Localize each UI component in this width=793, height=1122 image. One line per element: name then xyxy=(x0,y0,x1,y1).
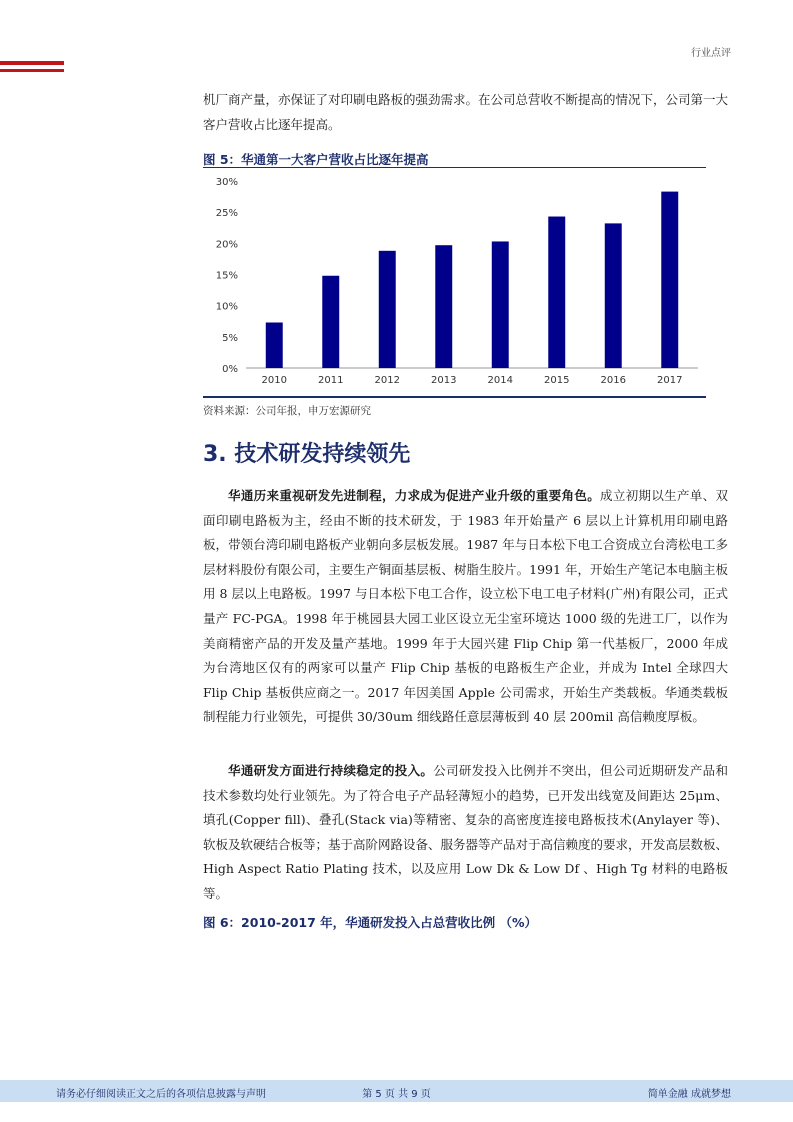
section3-paragraph-1-body: 成立初期以生产单、双面印刷电路板为主，经由不断的技术研发，于 1983 年开始量产 6 层以上计算机用印刷电路板，带领台湾印刷电路板产业朝向多层板发展。1987 年与日本松下电工合资成立台湾松电工多层材料股份有限公司，主要生产铜面基层板、树脂生胶片。1991 年，开始生产笔记本电脑主板用 8 层以上电路板。1997 与日本松下电工合作，设立松下电工电子材料(广州)有限公司，正式量产 FC-PGA。1998 年于桃园县大园工业区设立无尘室环境达 1000 级的先进工厂，以作为美商精密产品的开发及量产基地。1999 年于大园兴建 Flip Chip 第一代基板厂，2000 年成为台湾地区仅有的两家可以量产 Flip Chip 基板的电路板生产企业，并成为 Intel 全球四大 Flip Chip 基板供应商之一。2017 年因美国 Apple 公司需求，开始生产类载板。华通类载板制程能力行业领先，可提供 30/30um 细线路任意层薄板到 40 层 200mil 高信赖度厚板。 xyxy=(203,488,728,725)
y-tick-label: 5% xyxy=(222,332,238,344)
x-tick-label: 2011 xyxy=(318,375,344,386)
x-tick-label: 2012 xyxy=(374,375,400,386)
figure6-title: 图 6：2010-2017 年，华通研发投入占总营收比例 （%） xyxy=(203,915,538,930)
bar-2010 xyxy=(266,322,283,368)
x-tick-label: 2014 xyxy=(487,375,513,386)
x-tick-label: 2013 xyxy=(431,375,457,386)
x-tick-label: 2010 xyxy=(261,375,287,386)
figure5-bar-chart xyxy=(203,170,706,395)
y-tick-label: 20% xyxy=(215,239,238,251)
y-tick-label: 0% xyxy=(222,364,238,375)
section-3-title: 3. 技术研发持续领先 xyxy=(203,442,411,467)
x-tick-label: 2015 xyxy=(544,375,570,386)
y-tick-label: 25% xyxy=(215,208,238,220)
header-accent-bar xyxy=(0,61,64,65)
bar-2011 xyxy=(322,276,339,368)
section3-paragraph-2-body: 公司研发投入比例并不突出，但公司近期研发产品和技术参数均处行业领先。为了符合电子产品轻薄短小的趋势，已开发出线宽及间距达 25μm、填孔(Copper fill)、叠孔(Stack via)等精密、复杂的高密度连接电路板技术(Anylayer 等)、软板及软硬结合板等；基于高阶网路设备、服务器等产品对于高信赖度的要求，开发高层数板、High Aspect Ratio Plating 技术，以及应用 Low Dk & Low Df 、High Tg 材料的电路板等。 xyxy=(203,763,729,901)
bar-2012 xyxy=(379,251,396,368)
section3-paragraph-1 xyxy=(203,484,728,730)
y-tick-label: 10% xyxy=(215,301,238,313)
y-tick-label: 15% xyxy=(215,270,238,282)
section3-paragraph-2 xyxy=(203,759,728,907)
x-tick-label: 2017 xyxy=(657,375,683,386)
footer-slogan: 简单金融 成就梦想 xyxy=(647,1089,731,1100)
bar-2017 xyxy=(661,192,678,368)
bar-2014 xyxy=(492,241,509,368)
y-tick-label: 30% xyxy=(215,177,238,188)
header-accent-bar-secondary xyxy=(0,69,64,72)
figure5-source: 资料来源：公司年报，申万宏源研究 xyxy=(203,405,371,417)
report-type-label: 行业点评 xyxy=(691,48,731,59)
page-footer xyxy=(0,1080,793,1102)
intro-paragraph: 机厂商产量，亦保证了对印刷电路板的强劲需求。在公司总营收不断提高的情况下，公司第一大客户营收占比逐年提高。 xyxy=(203,92,729,132)
figure5-title: 图 5：华通第一大客户营收占比逐年提高 xyxy=(203,152,429,167)
footer-disclaimer: 请务必仔细阅读正文之后的各项信息披露与声明 xyxy=(56,1089,266,1100)
x-tick-label: 2016 xyxy=(600,375,626,386)
bar-2013 xyxy=(435,245,452,368)
section3-paragraph-1-lead: 华通历来重视研发先进制程，力求成为促进产业升级的重要角色。 xyxy=(228,488,601,503)
bar-2015 xyxy=(548,217,565,368)
figure5-top-rule xyxy=(203,167,706,168)
section3-paragraph-2-lead: 华通研发方面进行持续稳定的投入。 xyxy=(228,763,434,778)
footer-page-number: 第 5 页 共 9 页 xyxy=(362,1089,431,1100)
bar-2016 xyxy=(605,223,622,368)
figure5-bottom-rule xyxy=(203,396,706,398)
